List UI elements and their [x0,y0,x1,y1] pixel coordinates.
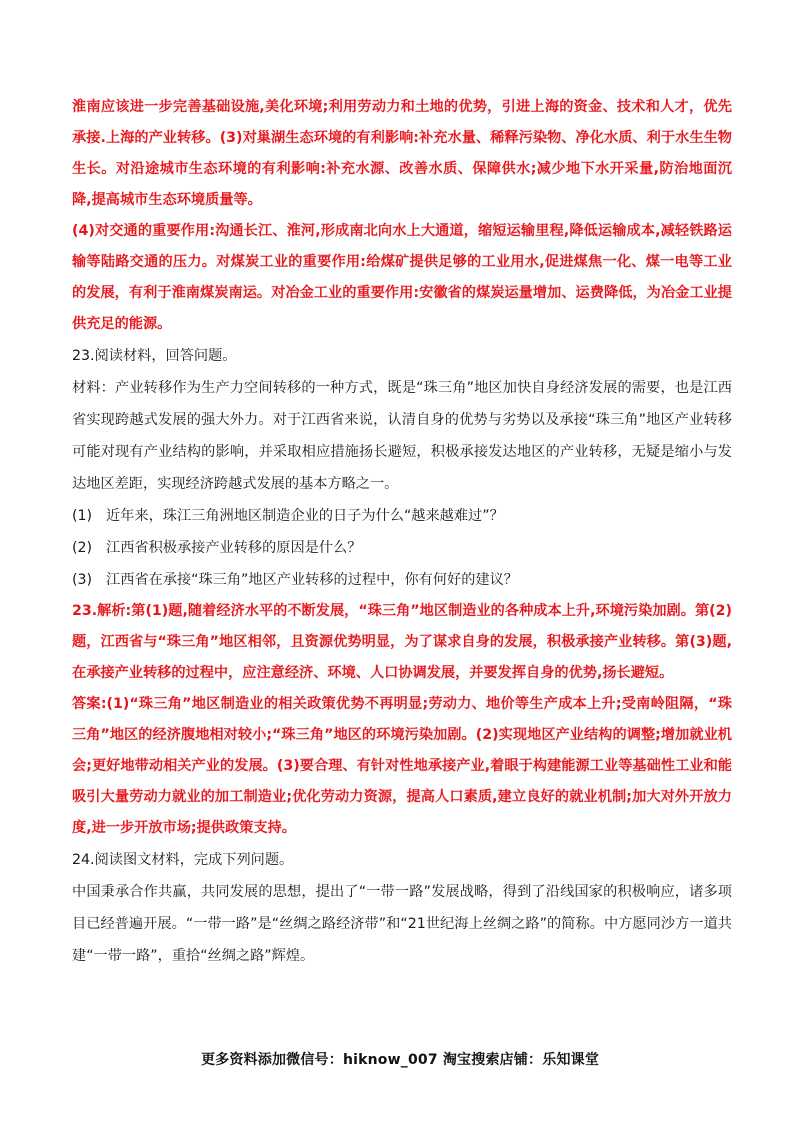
sub-question-3 [72,564,732,596]
question-24-material: 中国秉承合作共赢，共同发展的思想，提出了“一带一路”发展战略，得到了沿线国家的积极响应，诸多项目已经普遍开展。“一带一路”是“丝绸之路经济带”和“21世纪海上丝绸之路”的简称。中方愿同沙方一道共建“一带一路”，重拾“丝绸之路”辉煌。 [72,884,732,964]
question-23-analysis: 23.解析:第(1)题,随着经济水平的不断发展，“珠三角”地区制造业的各种成本上升,环境污染加剧。第(2)题，江西省与“珠三角”地区相邻，且资源优势明显，为了谋求自身的发展，积极承接产业转移。第(3)题,在承接产业转移的过程中，应注意经济、环境、人口协调发展，并要发挥自身的优势,扬长避短。 [72,603,732,681]
sub-question-2 [72,532,732,564]
page-footer: 更多资料添加微信号：hiknow_007 淘宝搜索店铺：乐知课堂 [200,1052,600,1068]
question-24-heading: 24.阅读图文材料，完成下列问题。 [72,852,294,868]
sub-question-number: (3) [72,572,93,588]
sub-question-text: 江西省在承接“珠三角”地区产业转移的过程中，你有何好的建议？ [106,572,518,588]
answer-paragraph-1: 淮南应该进一步完善基础设施,美化环境;利用劳动力和土地的优势，引进上海的资金、技术和人才，优先承接.上海的产业转移。(3)对巢湖生态环境的有利影响:补充水量、稀释污染物、净化水质、利于水生生物生长。对沿途城市生态环境的有利影响:补充水源、改善水质、保障供水;减少地下水开采量,防治地面沉降,提高城市生态环境质量等。 [72,99,732,208]
sub-question-text: 江西省积极承接产业转移的原因是什么？ [106,540,362,556]
answer-paragraph-2: (4)对交通的重要作用:沟通长江、淮河,形成南北向水上大通道，缩短运输里程,降低运输成本,减轻铁路运输等陆路交通的压力。对煤炭工业的重要作用:给煤矿提供足够的工业用水,促进煤焦一化、煤一电等工业的发展，有利于淮南煤炭南运。对冶金工业的重要作用:安徽省的煤炭运量增加、运费降低，为冶金工业提供充足的能源。 [72,223,732,332]
question-23-answer: 答案:(1)“珠三角”地区制造业的相关政策优势不再明显;劳动力、地价等生产成本上升;受南岭阻隔，“珠三角”地区的经济腹地相对较小;“珠三角”地区的环境污染加剧。(2)实现地区产业结构的调整;增加就业机会;更好地带动相关产业的发展。(3)要合理、有针对性地承接产业,着眼于构建能源工业等基础性工业和能吸引大量劳动力就业的加工制造业;优化劳动力资源，提高人口素质,建立良好的就业机制;加大对外开放力度,进一步开放市场;提供政策支持。 [72,696,732,836]
question-23-heading: 23.阅读材料，回答问题。 [72,348,237,364]
document-body [72,92,732,972]
sub-question-number: (1) [72,508,93,524]
sub-question-number: (2) [72,540,93,556]
question-23-material: 材料：产业转移作为生产力空间转移的一种方式，既是“珠三角”地区加快自身经济发展的需要，也是江西省实现跨越式发展的强大外力。对于江西省来说，认清自身的优势与劣势以及承接“珠三角”地区产业转移可能对现有产业结构的影响，并采取相应措施扬长避短，积极承接发达地区的产业转移，无疑是缩小与发达地区差距，实现经济跨越式发展的基本方略之一。 [72,380,732,492]
sub-question-1 [72,500,732,532]
sub-question-text: 近年来，珠江三角洲地区制造企业的日子为什么“越来越难过”？ [106,508,504,524]
